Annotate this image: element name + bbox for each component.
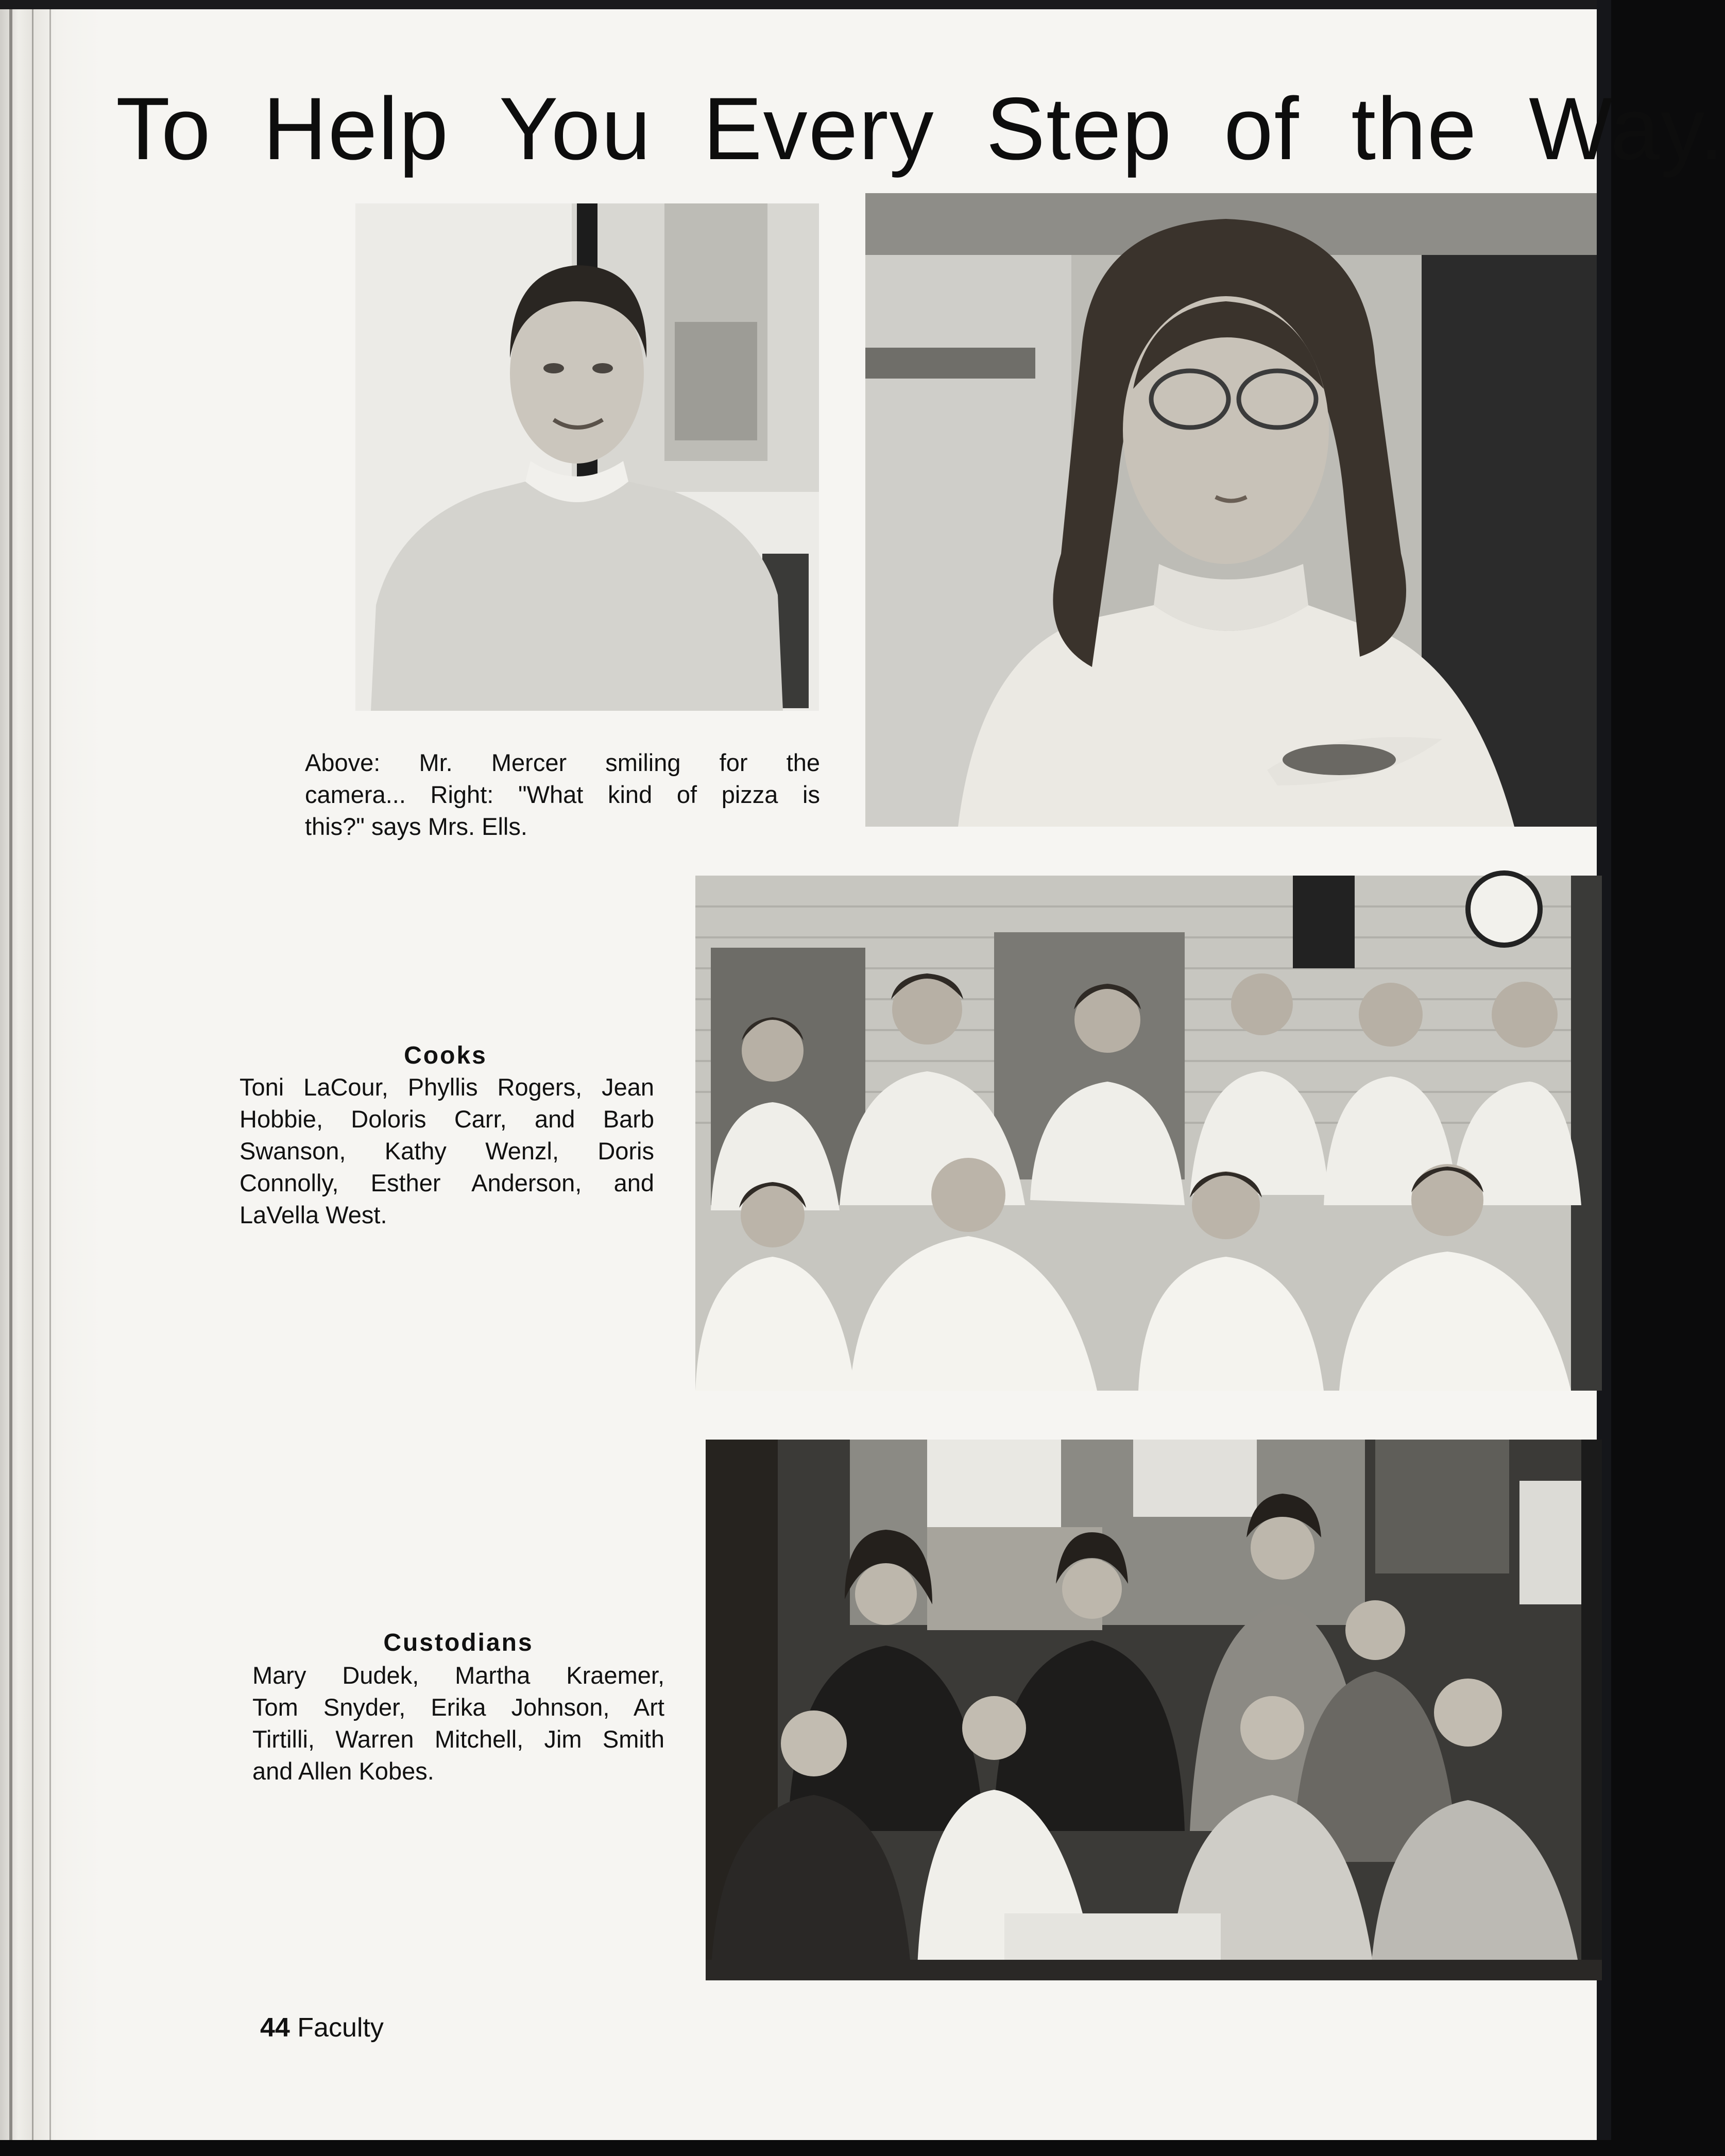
cooks-caption [240, 1071, 654, 1231]
scan-border [0, 0, 1611, 9]
caption-line: Connolly, Esther Anderson, and [240, 1169, 654, 1196]
portrait-photo-icon [355, 203, 819, 711]
custodians-heading: Custodians [383, 1629, 534, 1656]
headline-word: Step [986, 79, 1173, 178]
caption-line: LaVella West. [240, 1201, 387, 1228]
section-name: Faculty [297, 2013, 384, 2043]
caption-line: Tirtilli, Warren Mitchell, Jim Smith [252, 1725, 664, 1753]
portrait-photo-icon [865, 193, 1597, 827]
cooks-heading: Cooks [404, 1042, 487, 1069]
page-headline [116, 77, 1725, 180]
binding-edge [9, 0, 12, 2156]
photo-caption [305, 747, 820, 843]
headline-word: Every [703, 79, 935, 178]
caption-line: Hobbie, Doloris Carr, and Barb [240, 1105, 654, 1133]
ells-photo [865, 193, 1597, 827]
cooks-photo [695, 876, 1602, 1391]
custodians-caption [252, 1659, 664, 1787]
headline-word: Way. [1529, 79, 1725, 178]
caption-line: Mary Dudek, Martha Kraemer, [252, 1662, 664, 1689]
mercer-photo [355, 203, 819, 711]
caption-line: camera... Right: "What kind of pizza is [305, 781, 820, 808]
headline-word: the [1351, 79, 1478, 178]
binding-edge [32, 0, 33, 2156]
headline-word: You [499, 79, 652, 178]
group-photo-icon [695, 876, 1602, 1391]
caption-line: Swanson, Kathy Wenzl, Doris [240, 1137, 654, 1165]
group-photo-icon [706, 1440, 1602, 1980]
headline-word: of [1224, 79, 1300, 178]
caption-line: Toni LaCour, Phyllis Rogers, Jean [240, 1073, 654, 1101]
binding-edge [49, 0, 51, 2156]
caption-line: this?" says Mrs. Ells. [305, 813, 527, 840]
headline-word: To [116, 79, 212, 178]
headline-word: Help [263, 79, 450, 178]
page-number: 44 [260, 2013, 290, 2043]
page-binding [0, 0, 103, 2156]
caption-line: Above: Mr. Mercer smiling for the [305, 749, 820, 776]
caption-line: Tom Snyder, Erika Johnson, Art [252, 1693, 664, 1721]
caption-line: and Allen Kobes. [252, 1757, 434, 1785]
scan-border [0, 2140, 1611, 2156]
custodians-photo [706, 1440, 1602, 1980]
page-folio [260, 2011, 384, 2044]
